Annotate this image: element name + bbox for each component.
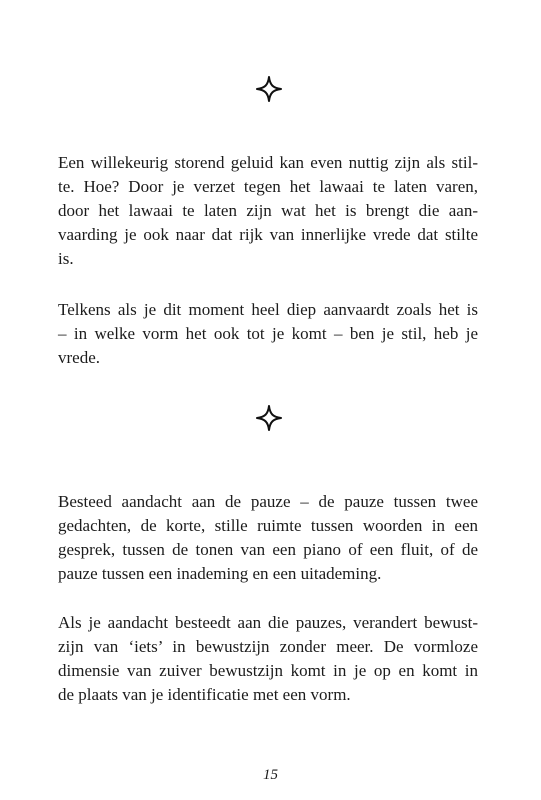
text-line: gedachten, de korte, stille ruimte tussen woorden in een: [58, 516, 478, 535]
text-line: vaarding je ook naar dat rijk van innerlijke vrede dat stilte: [58, 225, 478, 244]
section-divider-star-icon: [256, 76, 282, 102]
text-line: pauze tussen een inademing en een uitademing.: [58, 564, 382, 583]
text-line: – in welke vorm het ook tot je komt – ben je stil, heb je: [58, 324, 478, 343]
four-point-star-icon: [256, 405, 282, 431]
text-line: gesprek, tussen de tonen van een piano of een fluit, of de: [58, 540, 478, 559]
text-line: de plaats van je identificatie met een vorm.: [58, 685, 351, 704]
text-line: Als je aandacht besteedt aan die pauzes, verandert bewust-: [58, 613, 478, 632]
paragraph: [58, 490, 478, 586]
text-line: vrede.: [58, 348, 101, 367]
text-line: door het lawaai te laten zijn wat het is brengt die aan-: [58, 201, 478, 220]
text-line: Telkens als je dit moment heel diep aanvaardt zoals het is: [58, 300, 478, 319]
text-line: zijn van ‘iets’ in bewustzijn zonder meer. De vormloze: [58, 637, 478, 656]
text-line: is.: [58, 249, 74, 268]
paragraph: [58, 611, 478, 707]
page-number: 15: [263, 767, 278, 783]
section-divider-star-icon: [256, 405, 282, 431]
text-line: dimensie van zuiver bewustzijn komt in je op en komt in: [58, 661, 478, 680]
four-point-star-icon: [256, 76, 282, 102]
paragraph: [58, 298, 478, 370]
text-line: Besteed aandacht aan de pauze – de pauze tussen twee: [58, 492, 478, 511]
text-line: te. Hoe? Door je verzet tegen het lawaai te laten varen,: [58, 177, 478, 196]
paragraph: [58, 151, 478, 271]
text-line: Een willekeurig storend geluid kan even nuttig zijn als stil-: [58, 153, 478, 172]
